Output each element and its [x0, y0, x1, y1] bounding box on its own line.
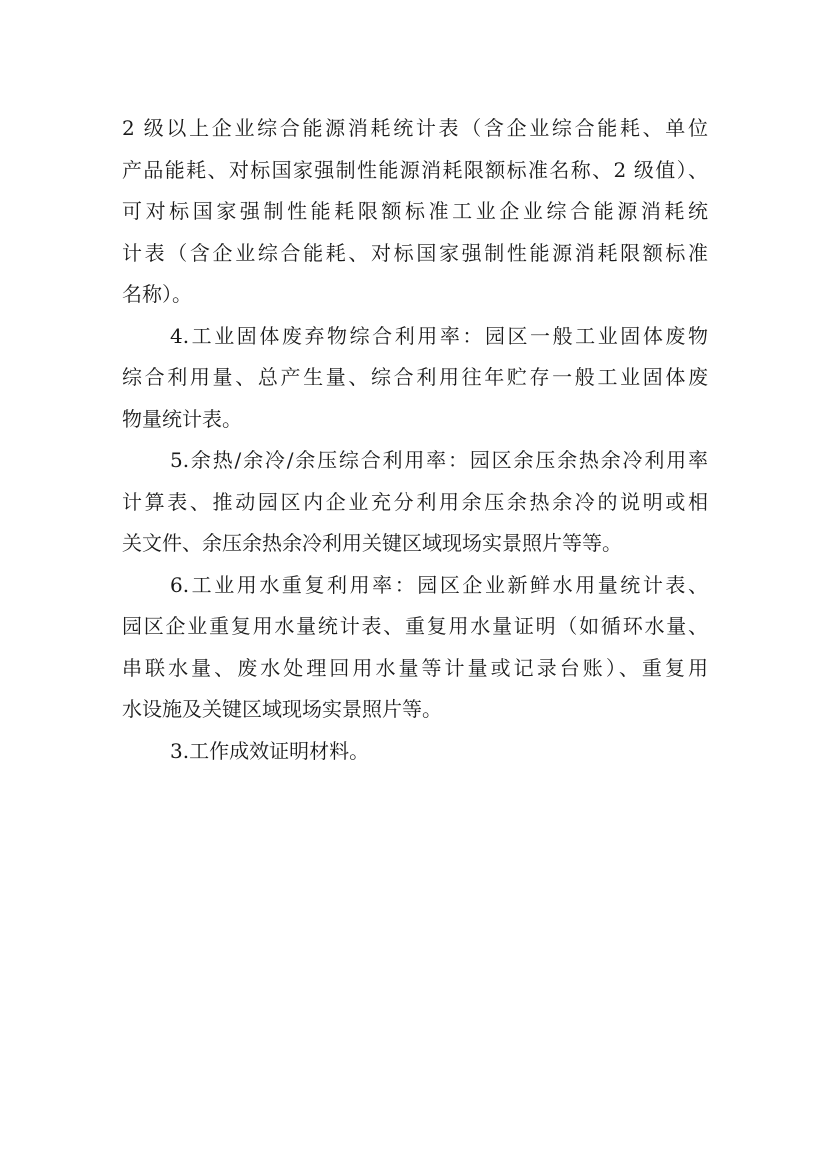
text-line: 可对标国家强制性能耗限额标准工业企业综合能源消耗统 — [122, 199, 708, 223]
text-line: 计算表、推动园区内企业充分利用余压余热余冷的说明或相 — [122, 489, 708, 514]
text-line: 串联水量、废水处理回用水量等计量或记录台账）、重复用 — [122, 655, 708, 680]
text-line: 5.余热/余冷/余压综合利用率：园区余压余热余冷利用率 — [170, 448, 708, 472]
text-line: 3.工作成效证明材料。 — [170, 738, 370, 763]
text-line: 4.工业固体废弃物综合利用率：园区一般工业固体废物 — [170, 323, 708, 348]
text-line: 产品能耗、对标国家强制性能源消耗限额标准名称、2 级值）、 — [122, 157, 708, 182]
text-line: 2 级以上企业综合能源消耗统计表（含企业综合能耗、单位 — [122, 116, 708, 140]
text-line: 综合利用量、总产生量、综合利用往年贮存一般工业固体废 — [122, 365, 708, 389]
text-line: 6.工业用水重复利用率：园区企业新鲜水用量统计表、 — [170, 572, 708, 597]
text-line: 物量统计表。 — [122, 406, 242, 431]
text-line: 园区企业重复用水量统计表、重复用水量证明（如循环水量、 — [122, 614, 708, 638]
text-line: 名称）。 — [122, 282, 192, 306]
document-body — [122, 108, 708, 772]
text-line: 计表（含企业综合能耗、对标国家强制性能源消耗限额标准 — [122, 240, 708, 265]
text-line: 关文件、余压余热余冷利用关键区域现场实景照片等等。 — [122, 531, 622, 555]
text-line: 水设施及关键区域现场实景照片等。 — [122, 697, 442, 721]
